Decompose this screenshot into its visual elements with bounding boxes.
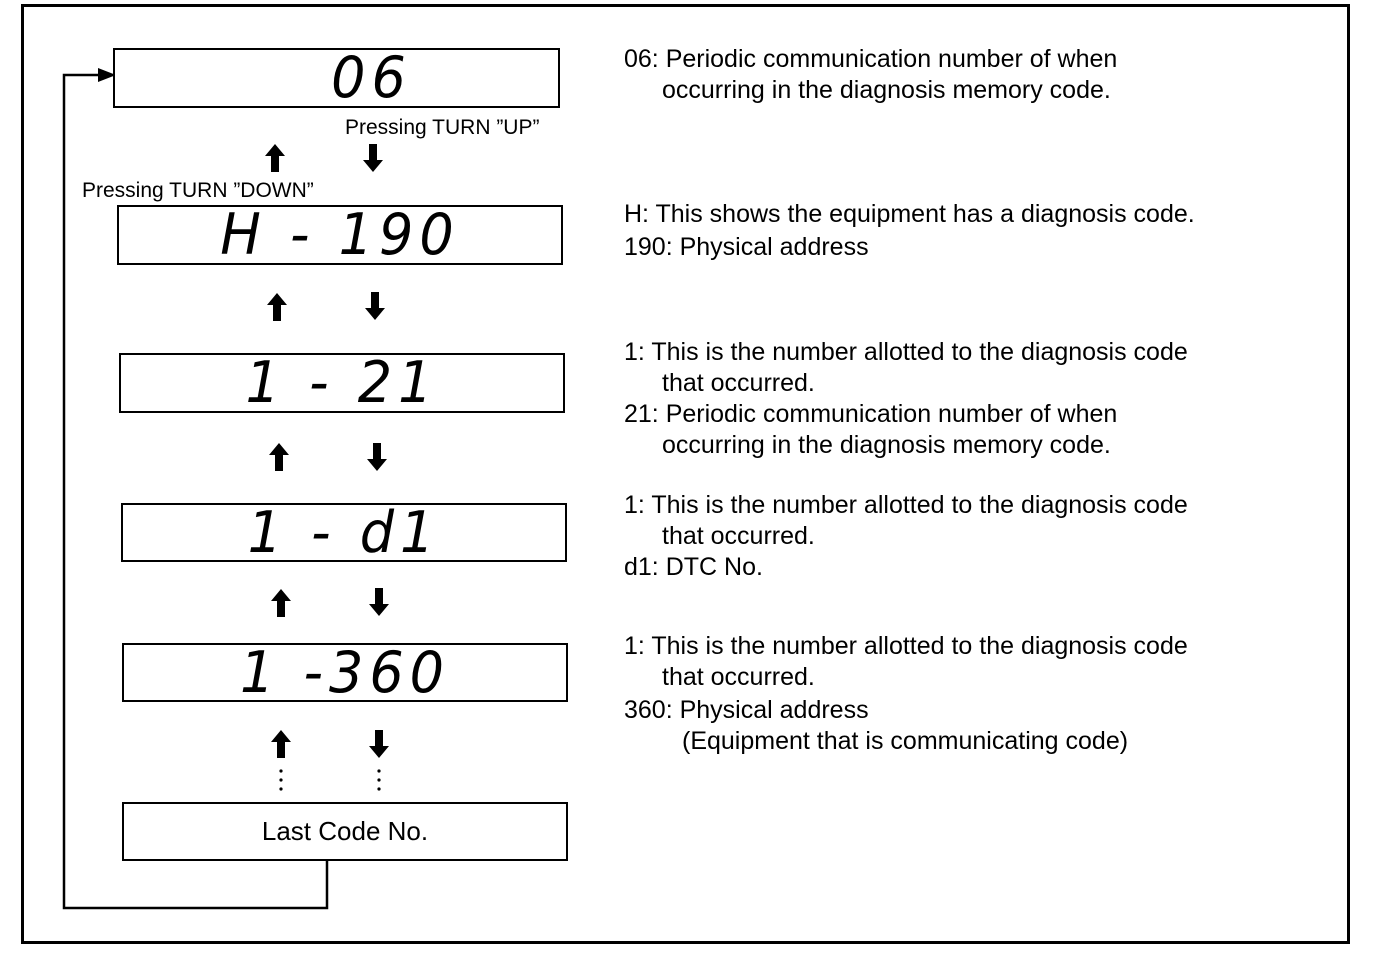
desc-line: 360: Physical address (624, 696, 869, 724)
desc-line: that occurred. (662, 522, 815, 550)
display-value: H - 190 (220, 201, 460, 268)
turn-down-label: Pressing TURN ”DOWN” (82, 179, 314, 202)
arrow-up-icon (266, 293, 288, 321)
desc-line: H: This shows the equipment has a diagnosis code. (624, 200, 1195, 228)
display-value: 1 - 21 (245, 349, 439, 416)
continuation-dots-icon (276, 768, 286, 794)
display-box-1-360 (122, 638, 568, 706)
display-box-06 (113, 44, 560, 111)
description-1-21 (624, 337, 1188, 461)
desc-line: occurring in the diagnosis memory code. (662, 431, 1111, 459)
desc-line: that occurred. (662, 369, 815, 397)
description-06 (624, 44, 1117, 106)
desc-line: 06: Periodic communication number of when (624, 45, 1118, 73)
display-box-h190 (117, 201, 563, 268)
desc-line: occurring in the diagnosis memory code. (662, 76, 1111, 104)
display-value: 1 - d1 (247, 498, 441, 566)
description-h190 (624, 199, 1195, 263)
desc-line: (Equipment that is communicating code) (682, 727, 1129, 755)
display-value: 1 -360 (239, 638, 451, 706)
continuation-dots-icon (374, 768, 384, 794)
last-code-label: Last Code No. (261, 816, 429, 846)
desc-line: 1: This is the number allotted to the diagnosis code (624, 491, 1188, 519)
arrow-down-icon (366, 443, 388, 471)
arrow-down-icon (364, 292, 386, 320)
desc-line: d1: DTC No. (624, 553, 763, 581)
desc-line: 1: This is the number allotted to the diagnosis code (624, 338, 1188, 366)
desc-line: 1: This is the number allotted to the diagnosis code (624, 632, 1188, 660)
arrow-up-icon (264, 144, 286, 172)
arrow-down-icon (362, 144, 384, 172)
arrow-down-icon (368, 730, 390, 758)
display-box-1-21 (119, 349, 565, 416)
desc-line: 21: Periodic communication number of when (624, 400, 1118, 428)
turn-up-label: Pressing TURN ”UP” (345, 116, 540, 139)
arrow-up-icon (270, 730, 292, 758)
arrow-up-icon (268, 443, 290, 471)
description-1-360 (624, 631, 1188, 757)
arrow-up-icon (270, 589, 292, 617)
description-1-d1 (624, 490, 1188, 583)
desc-line: that occurred. (662, 663, 815, 691)
desc-line: 190: Physical address (624, 233, 869, 261)
display-box-1-d1 (121, 498, 567, 566)
arrow-down-icon (368, 588, 390, 616)
display-value: 06 (331, 44, 412, 111)
display-box-last-code (122, 802, 568, 861)
